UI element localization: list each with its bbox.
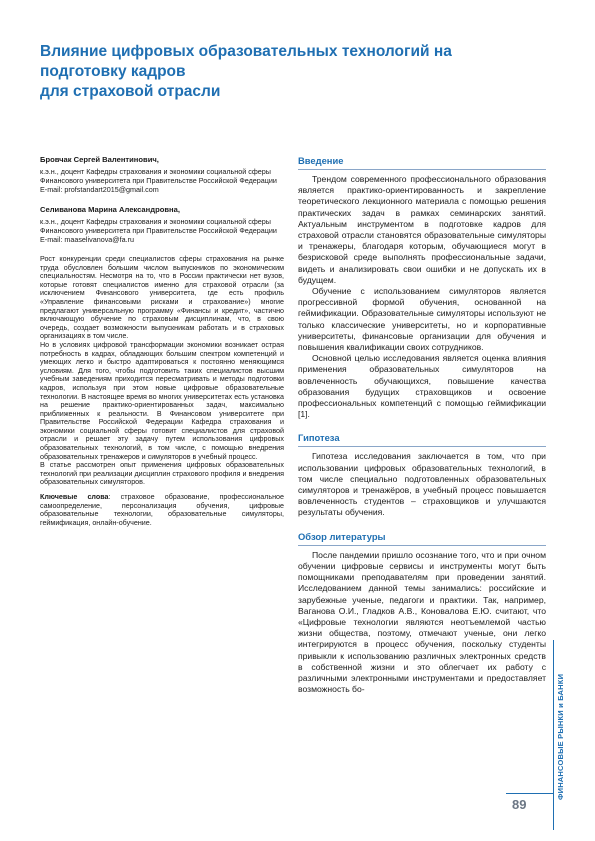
section-literature-review xyxy=(298,531,546,696)
author-affiliation: к.э.н., доцент Кафедры страхования и экономики социальной сферы Финансового университета при Правительстве Российской Федерации xyxy=(40,167,277,185)
abstract-paragraph: Рост конкуренции среди специалистов сферы страхования на рынке труда обусловлен большим числом выпускников по экономическим специальностям. Несмотря на то, что в России практически нет вузов, которые готовят специалистов именно для страховой отрасли (за исключением Финансового университета, где есть профиль «Управление финансовыми рисками и страхование») многие предлагают универсальную программу «Финансы и кредит», частично включающую обучение по страховым дисциплинам, что, в свою очередь, создает возможности выпускникам работать и в страховых организациях в том числе. xyxy=(40,255,284,341)
section-hypothesis xyxy=(298,432,546,518)
abstract xyxy=(40,255,284,487)
keywords-label: Ключевые слова xyxy=(40,493,109,502)
abstract-paragraph: Но в условиях цифровой трансформации экономики возникает острая потребность в кадрах, обладающих большим спектром компетенций и умеющих легко и быстро адаптироваться к постоянно меняющимся условиям. Для того, чтобы подготовить таких специалистов высшим учебным заведениям приходится пересматривать и методы подготовки кадров, используя при этом новые цифровые образовательные технологии. В настоящее время во многих университетах есть установка на решение практико-ориентированных задач, максимально приближенных к реальности. В Финансовом университете при Правительстве Российской Федерации Кафедра страхования и экономики социальной сферы готовит специалистов для страховой отрасли и решает эту задачу путем использования цифровых образовательных технологий, в том числе, с помощью внедрения образовательных тренажеров и симуляторов в учебный процесс. xyxy=(40,340,284,461)
journal-section-label: ФИНАНСОВЫЕ РЫНКИ и БАНКИ xyxy=(556,673,565,801)
title-line-2: для страховой отрасли xyxy=(40,83,221,100)
author-block-2 xyxy=(40,205,284,244)
keywords-text: : страховое образование, профессиональное самоопределение, персонализация обучения, цифровые образовательные технологии, образовательные симуляторы, геймификация, онлайн-обучение. xyxy=(40,493,284,527)
author-name: Селиванова Марина Александровна, xyxy=(40,205,180,214)
abstract-paragraph: В статье рассмотрен опыт применения цифровых образовательных технологий при реализации дисциплин страхового профиля и внедрения образовательных симуляторов. xyxy=(40,461,284,487)
body-paragraph: Обучение с использованием симуляторов является прогрессивной формой обучения, основанной на геймификации. Образовательные симуляторы используют не только классические университеты, но и корпоративные университеты, финансовые организации для обучения и повышения квалификации своих сотрудников. xyxy=(298,286,546,353)
page-number-rule xyxy=(506,793,553,794)
keywords xyxy=(40,493,284,527)
author-block-1 xyxy=(40,155,284,194)
section-introduction xyxy=(298,155,546,420)
body-paragraph: Трендом современного профессионального образования является практико-ориентированность и закрепление теоретического лекционного материала с помощью решения практических задач в рамках семинарских занятий. Актуальным инструментом в подготовке кадров для страховой отрасли становятся образовательные симуляторы и тренажеры, благодаря которым, обучающиеся могут в безрисковой среде выполнять профессиональные задачи, видеть и анализировать свои ошибки и не допускать их в будущем. xyxy=(298,174,546,285)
body-paragraph: Основной целью исследования является оценка влияния применения образовательных симуляторов на вовлеченность обучающихся, повышение качества образования будущих страховщиков и освоение профессиональных компетенций с помощью геймификации [1]. xyxy=(298,353,546,420)
author-email: E-mail: maaselivanova@fa.ru xyxy=(40,235,134,244)
side-rule xyxy=(553,640,554,830)
section-heading: Гипотеза xyxy=(298,432,546,447)
body-paragraph: После пандемии пришло осознание того, что и при очном обучении цифровые сервисы и инструменты могут быть помощниками преподавателям при проведении занятий. Исследованием данной темы занимались: российские и зарубежные ученые, педагоги и практики. Так, например, Ваганова О.И., Гладков А.В., Коновалова Е.Ю. считают, что «Цифровые технологии являются неотъемлемой частью жизни общества, поэтому, отмечают ученые, они легко интегрируются в процесс обучения, поскольку студенты привыкли к использованию различных электронных средств в собственной жизни и это облегчает их работу с различными электронными инструментами и предоставляет возможность бо- xyxy=(298,549,546,695)
page-number: 89 xyxy=(512,797,527,812)
author-name: Бровчак Сергей Валентинович, xyxy=(40,155,159,164)
section-heading: Обзор литературы xyxy=(298,531,546,546)
author-affiliation: к.э.н., доцент Кафедры страхования и экономики социальной сферы Финансового университета при Правительстве Российской Федерации xyxy=(40,217,277,235)
author-email: E-mail: profstandart2015@gmail.com xyxy=(40,185,159,194)
right-column xyxy=(298,155,546,707)
article-title xyxy=(40,42,540,102)
title-line-1: Влияние цифровых образовательных технологий на подготовку кадров xyxy=(40,43,452,80)
left-column xyxy=(40,155,284,527)
body-paragraph: Гипотеза исследования заключается в том, что при использовании цифровых образовательных технологий, в том числе специально подготовленных образовательных симуляторов и тренажёров, в учебный процесс повышается вовлеченность студентов – страховщиков и улучшаются результаты обучения. xyxy=(298,451,546,518)
section-heading: Введение xyxy=(298,155,546,170)
